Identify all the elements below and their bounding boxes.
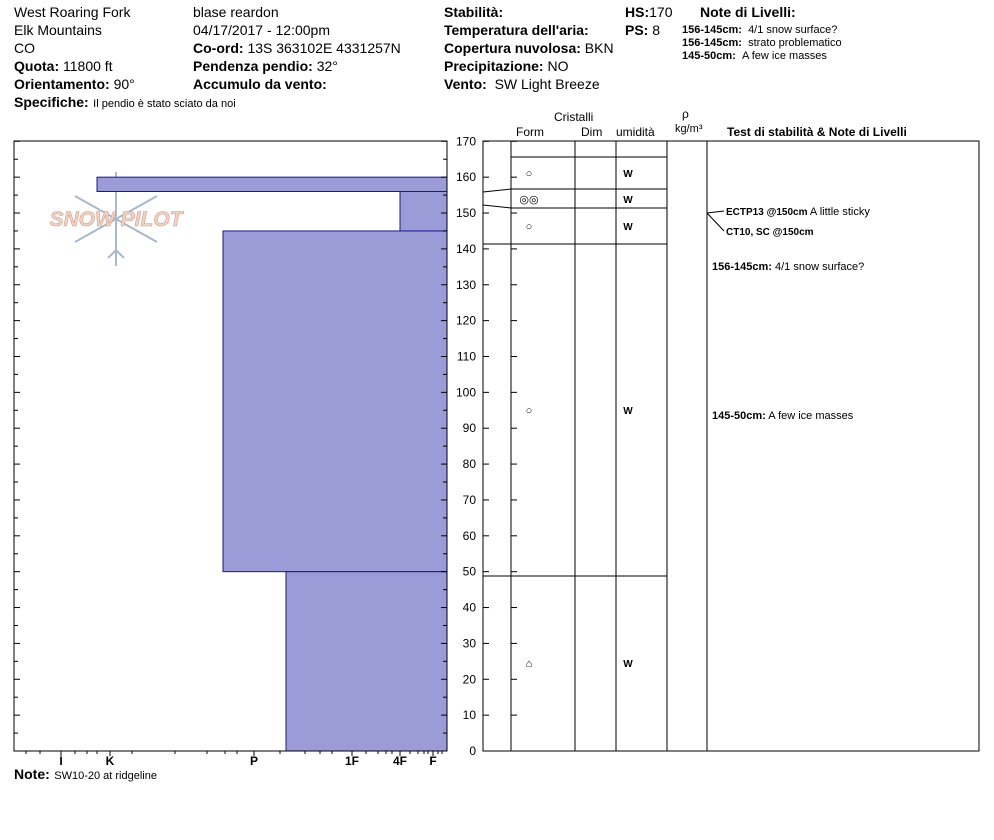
- boundary-connector: [483, 189, 511, 192]
- grain-form-symbol: ○: [525, 168, 533, 180]
- hardness-tick-label: 4F: [392, 754, 408, 768]
- observer: blase reardon: [193, 4, 279, 20]
- moisture-header: umidità: [616, 125, 655, 139]
- cloud-label: Copertura nuvolosa:: [444, 40, 581, 56]
- datetime: 04/17/2017 - 12:00pm: [193, 22, 330, 38]
- moisture-value: W: [623, 406, 633, 417]
- depth-tick-label: 170: [455, 134, 476, 149]
- hardness-bar: [223, 231, 447, 572]
- depth-tick-label: 40: [462, 600, 476, 615]
- ps-value: 8: [652, 22, 661, 38]
- test-pointer: [707, 213, 724, 231]
- specifics-label: Specifiche:: [14, 94, 89, 110]
- layer-comment-range: 145-50cm:: [712, 410, 766, 422]
- depth-tick-label: 60: [462, 528, 476, 543]
- hs-label: HS:: [625, 4, 650, 20]
- precip-label: Precipitazione:: [444, 58, 544, 74]
- stability-label: Stabilità:: [444, 4, 504, 20]
- footer-note: [14, 767, 157, 783]
- depth-tick-label: 0: [469, 744, 476, 758]
- layer-note-range: 156-145cm:: [682, 37, 742, 49]
- depth-tick-label: 30: [462, 636, 476, 651]
- depth-tick-label: 130: [455, 277, 476, 292]
- layer-comment: [712, 261, 864, 273]
- wind-label: Vento:: [444, 76, 487, 92]
- layer-notes-title: Note di Livelli:: [700, 4, 796, 20]
- layer-comment-range: 156-145cm:: [712, 261, 772, 273]
- depth-tick-label: 150: [455, 206, 476, 221]
- hardness-bar: [286, 572, 447, 751]
- cloud-value: BKN: [584, 40, 614, 56]
- depth-tick-label: 110: [456, 349, 476, 364]
- stability-test: [726, 227, 814, 238]
- state: CO: [14, 40, 35, 56]
- specifics-value: Il pendio è stato sciato da noi: [93, 98, 236, 110]
- depth-tick-label: 70: [462, 492, 476, 507]
- test-note: A little sticky: [807, 206, 870, 219]
- layer-note-text: strato problematico: [748, 37, 842, 49]
- grain-form-symbol: ○: [525, 221, 533, 233]
- hardness-bars: [97, 177, 447, 751]
- wind-value: SW Light Breeze: [494, 76, 600, 92]
- boundary-connector: [483, 205, 511, 208]
- crystal-table: [483, 141, 707, 751]
- density-unit-header: kg/m³: [675, 123, 703, 135]
- form-header: Form: [516, 125, 544, 139]
- precip-value: NO: [547, 58, 569, 74]
- tests-area: [707, 206, 870, 422]
- moisture-value: W: [623, 195, 633, 206]
- grain-form-symbol: ◎◎: [519, 194, 539, 206]
- moisture-value: W: [623, 222, 633, 233]
- moisture-value: W: [623, 169, 633, 180]
- stability-test: [726, 206, 870, 218]
- depth-tick-label: 10: [462, 708, 476, 723]
- ps-label: PS:: [625, 22, 649, 38]
- layer-note-text: 4/1 snow surface?: [748, 24, 838, 36]
- hardness-bar: [97, 177, 447, 191]
- note-label: Note:: [14, 766, 50, 782]
- layer-comment: [712, 410, 854, 422]
- hardness-tick-label: F: [429, 754, 437, 768]
- snow-pilot-logo-text: SNOW PILOT: [49, 208, 183, 231]
- coord-label: Co-ord:: [193, 40, 244, 56]
- depth-tick-label: 80: [462, 457, 476, 472]
- depth-tick-label: 50: [462, 564, 476, 579]
- layer-comment-text: 4/1 snow surface?: [771, 261, 865, 273]
- depth-tick-label: 100: [455, 385, 476, 400]
- depth-tick-label: 120: [455, 313, 476, 328]
- slope-label: Pendenza pendio:: [193, 58, 313, 74]
- moisture-value: W: [623, 659, 633, 670]
- wind-loading-label: Accumulo da vento:: [193, 76, 327, 92]
- crystals-header: Cristalli: [554, 110, 594, 124]
- layer-note-range: 156-145cm:: [682, 24, 742, 36]
- hardness-tick-label: K: [105, 754, 115, 768]
- coord-value: 13S 363102E 4331257N: [247, 40, 401, 56]
- depth-tick-label: 20: [462, 672, 476, 687]
- hardness-axis: [26, 751, 442, 768]
- layer-note-range: 145-50cm:: [682, 50, 736, 62]
- location: West Roaring Fork: [14, 4, 131, 20]
- aspect-value: 90°: [113, 76, 135, 92]
- hardness-tick-label: I: [59, 754, 63, 768]
- slope-value: 32°: [316, 58, 338, 74]
- aspect-label: Orientamento:: [14, 76, 110, 92]
- tests-notes-header: Test di stabilità & Note di Livelli: [727, 125, 907, 139]
- test-result: ECTP13 @150cm: [726, 207, 808, 219]
- layer-comment-text: A few ice masses: [765, 410, 854, 422]
- mountain-range: Elk Mountains: [14, 22, 102, 38]
- hardness-tick-label: P: [249, 754, 259, 768]
- dim-header: Dim: [581, 125, 603, 139]
- rho-header: ρ: [682, 107, 689, 121]
- elevation-value: 11800 ft: [63, 58, 113, 74]
- layer-note-text: A few ice masses: [741, 50, 827, 62]
- grain-form-symbol: ⌂: [525, 658, 533, 670]
- air-temp-label: Temperatura dell'aria:: [444, 22, 589, 38]
- depth-tick-label: 90: [462, 421, 476, 436]
- hardness-tick-label: 1F: [344, 754, 360, 768]
- elevation-label: Quota:: [14, 58, 60, 74]
- test-result: CT10, SC @150cm: [726, 227, 814, 239]
- hardness-bar: [400, 192, 447, 231]
- grain-form-symbol: ○: [525, 405, 533, 417]
- depth-tick-label: 140: [455, 241, 476, 256]
- depth-tick-label: 160: [455, 170, 476, 185]
- hs-value: 170: [649, 4, 673, 20]
- note-value: SW10-20 at ridgeline: [54, 770, 157, 782]
- test-pointer: [707, 211, 724, 213]
